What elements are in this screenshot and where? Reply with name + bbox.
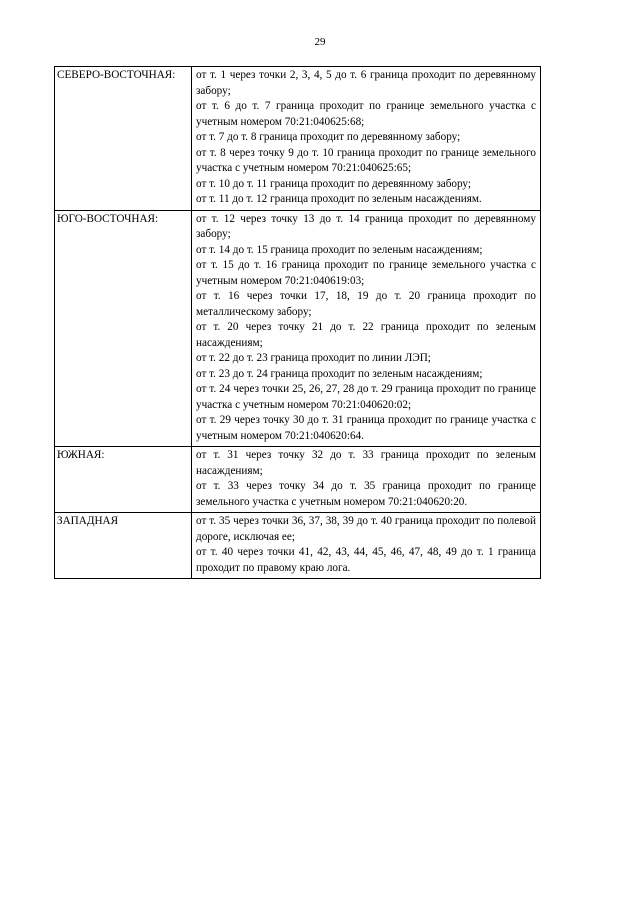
side-name-cell: ЮГО-ВОСТОЧНАЯ: [55, 210, 192, 447]
boundary-segment-text: от т. 23 до т. 24 граница проходит по зеленым насаждениям; [196, 367, 483, 380]
boundary-description-cell [192, 67, 541, 211]
page-number: 29 [314, 36, 326, 48]
boundary-description-cell [192, 513, 541, 579]
boundary-segment-text: от т. 16 через точки 17, 18, 19 до т. 20 граница проходит по металлическому забору; [196, 290, 536, 318]
table-row-south-east [55, 210, 541, 447]
boundary-segment-text: от т. 40 через точки 41, 42, 43, 44, 45, 46, 47, 48, 49 до т. 1 граница проходит по правому краю лога. [196, 546, 536, 574]
boundary-segment-text: от т. 7 до т. 8 граница проходит по деревянному забору; [196, 131, 461, 143]
boundary-segment-text: от т. 33 через точку 34 до т. 35 граница проходит по границе земельного участка с учетным номером 70:21:040620:20. [196, 480, 536, 508]
boundary-segment-text: от т. 35 через точки 36, 37, 38, 39 до т. 40 граница проходит по полевой дороге, исключая ее; [196, 515, 536, 543]
side-name-cell: ЗАПАДНАЯ [55, 513, 192, 579]
boundary-segment-text: от т. 1 через точки 2, 3, 4, 5 до т. 6 граница проходит по деревянному забору; [196, 69, 536, 97]
boundary-description-cell [192, 210, 541, 447]
table-row-west [55, 513, 541, 579]
boundary-description-table [54, 66, 541, 579]
boundary-segment-text: от т. 6 до т. 7 граница проходит по границе земельного участка с учетным номером 70:21:040625:68; [196, 100, 536, 128]
boundary-description-cell [192, 447, 541, 513]
boundary-segment-text: от т. 11 до т. 12 граница проходит по зеленым насаждениям. [196, 193, 482, 205]
boundary-segment-text: от т. 22 до т. 23 граница проходит по линии ЛЭП; [196, 352, 431, 364]
boundary-segment-text: от т. 20 через точку 21 до т. 22 граница проходит по зеленым насаждениям; [196, 321, 536, 349]
boundary-segment-text: от т. 14 до т. 15 граница проходит по зеленым насаждениям; [196, 243, 483, 256]
boundary-segment-text: от т. 15 до т. 16 граница проходит по границе земельного участка с учетным номером 70:21:040619:03; [196, 259, 536, 287]
table-row-south [55, 447, 541, 513]
boundary-segment-text: от т. 12 через точку 13 до т. 14 граница проходит по деревянному забору; [196, 212, 536, 240]
side-name-cell: ЮЖНАЯ: [55, 447, 192, 513]
boundary-segment-text: от т. 29 через точку 30 до т. 31 граница проходит по границе участка с учетным номером 70:21:040620:64. [196, 414, 536, 442]
boundary-segment-text: от т. 8 через точку 9 до т. 10 граница проходит по границе земельного участка с учетным номером 70:21:040625:65; [196, 146, 536, 174]
boundary-segment-text: от т. 24 через точки 25, 26, 27, 28 до т. 29 граница проходит по границе участка с учетным номером 70:21:040620:02; [196, 383, 536, 411]
boundary-segment-text: от т. 10 до т. 11 граница проходит по деревянному забору; [196, 177, 471, 190]
boundary-segment-text: от т. 31 через точку 32 до т. 33 граница проходит по зеленым насаждениям; [196, 449, 536, 477]
table-row-north-east [55, 67, 541, 211]
side-name-cell: СЕВЕРО-ВОСТОЧНАЯ: [55, 67, 192, 211]
